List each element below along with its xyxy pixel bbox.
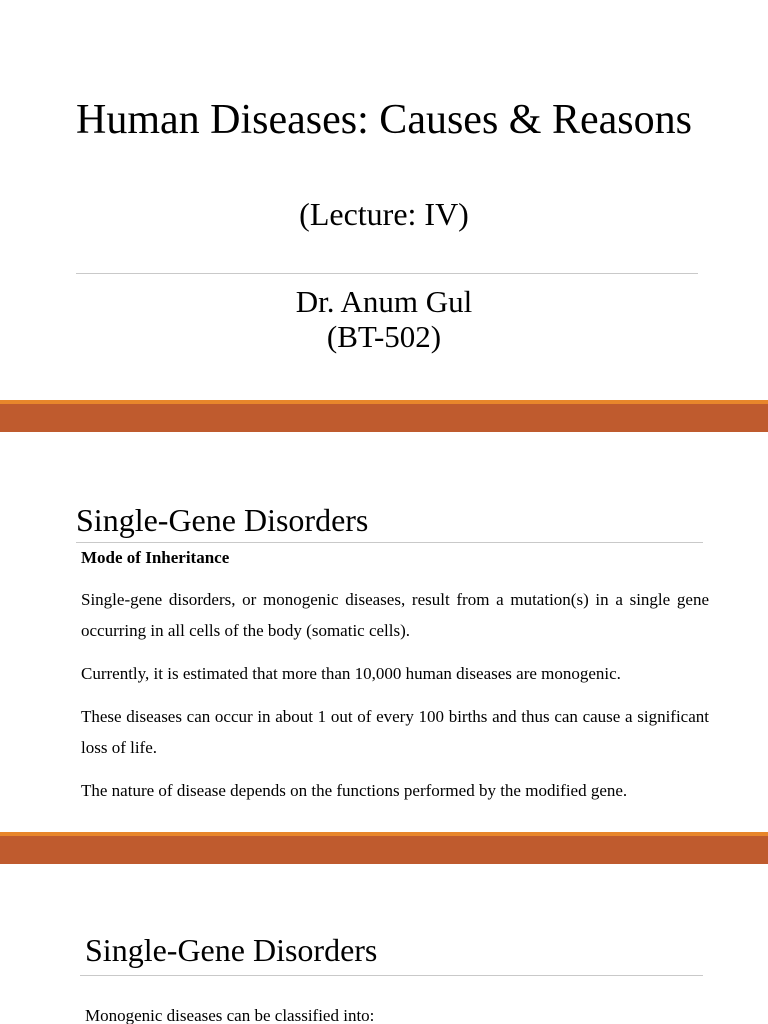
slide-heading: Single-Gene Disorders <box>76 502 369 538</box>
slide-subtitle: (Lecture: IV) <box>299 196 469 232</box>
slide-body: Monogenic diseases can be classified into: <box>85 1006 375 1024</box>
slide-subheading: Mode of Inheritance <box>81 548 230 567</box>
divider-line <box>76 542 703 543</box>
slide-heading: Single-Gene Disorders <box>85 932 378 968</box>
slide-title: Human Diseases: Causes & Reasons <box>76 97 692 143</box>
divider-line <box>80 975 703 976</box>
title-slide <box>0 0 768 400</box>
paragraph: Single-gene disorders, or monogenic diseases, result from a mutation(s) in a single gene occurring in all cells of the body (somatic cells). <box>81 590 709 640</box>
paragraph: Currently, it is estimated that more than 10,000 human diseases are monogenic. <box>81 664 621 683</box>
slide-separator <box>0 400 768 432</box>
slide-body <box>81 584 709 818</box>
slide-separator <box>0 832 768 864</box>
paragraph: The nature of disease depends on the functions performed by the modified gene. <box>81 781 628 800</box>
course-code: (BT-502) <box>326 319 442 354</box>
author-name: Dr. Anum Gul <box>295 284 473 319</box>
paragraph: These diseases can occur in about 1 out of every 100 births and thus can cause a significant loss of life. <box>81 707 709 757</box>
divider-line <box>76 273 698 274</box>
